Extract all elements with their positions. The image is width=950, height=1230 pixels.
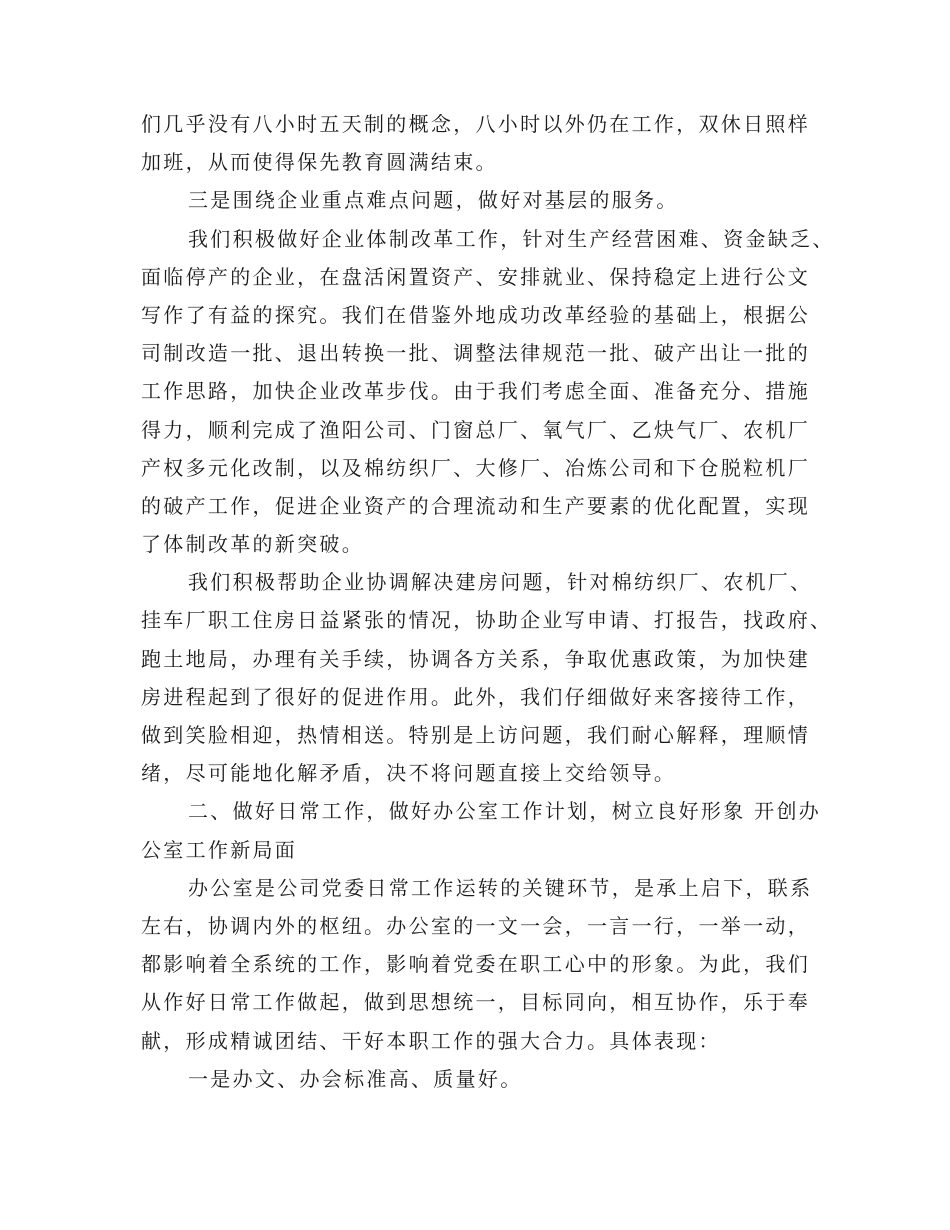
- section-heading: 二、做好日常工作，做好办公室工作计划，树立良好形象 开创办: [188, 799, 822, 824]
- text-line: 从作好日常工作做起，做到思想统一，目标同向，相互协作，乐于奉: [141, 990, 810, 1015]
- section-heading-continued: 公室工作新局面: [141, 837, 298, 862]
- text-line: 房进程起到了很好的促进作用。此外，我们仔细做好来客接待工作，: [141, 684, 810, 709]
- text-line: 了体制改革的新突破。: [141, 532, 364, 557]
- text-line: 献，形成精诚团结、干好本职工作的强大合力。具体表现：: [141, 1028, 721, 1053]
- text-line: 加班，从而使得保先教育圆满结束。: [141, 150, 498, 175]
- text-line: 工作思路，加快企业改革步伐。由于我们考虑全面、准备充分、措施: [141, 379, 810, 404]
- text-line: 挂车厂职工住房日益紧张的情况，协助企业写申请、打报告，找政府、: [141, 608, 833, 633]
- paragraph-start: 我们积极做好企业体制改革工作，针对生产经营困难、资金缺乏、: [188, 226, 835, 251]
- text-line: 们几乎没有八小时五天制的概念，八小时以外仍在工作，双休日照样: [141, 112, 810, 136]
- paragraph-start: 我们积极帮助企业协调解决建房问题，针对棉纺织厂、农机厂、: [188, 570, 813, 595]
- section-heading: 一是办文、办会标准高、质量好。: [188, 1066, 523, 1091]
- text-line: 产权多元化改制，以及棉纺织厂、大修厂、冶炼公司和下仓脱粒机厂: [141, 455, 810, 480]
- paragraph-start: 办公室是公司党委日常工作运转的关键环节，是承上启下，联系: [188, 875, 813, 900]
- text-line: 的破产工作，促进企业资产的合理流动和生产要素的优化配置，实现: [141, 493, 810, 518]
- text-line: 跑土地局，办理有关手续，协调各方关系，争取优惠政策，为加快建: [141, 646, 810, 671]
- section-heading: 三是围绕企业重点难点问题，做好对基层的服务。: [188, 188, 679, 213]
- document-body: [141, 105, 835, 1098]
- text-line: 左右，协调内外的枢纽。办公室的一文一会，一言一行，一举一动，: [141, 913, 810, 938]
- text-line: 写作了有益的探究。我们在借鉴外地成功改革经验的基础上，根据公: [141, 302, 810, 327]
- text-line: 得力，顺利完成了渔阳公司、门窗总厂、氧气厂、乙炔气厂、农机厂: [141, 417, 810, 442]
- text-line: 司制改造一批、退出转换一批、调整法律规范一批、破产出让一批的: [141, 341, 810, 366]
- text-line: 做到笑脸相迎，热情相送。特别是上访问题，我们耐心解释，理顺情: [141, 723, 810, 747]
- text-line: 都影响着全系统的工作，影响着党委在职工心中的形象。为此，我们: [141, 952, 810, 977]
- text-line: 绪，尽可能地化解矛盾，决不将问题直接上交给领导。: [141, 761, 677, 786]
- text-line: 面临停产的企业，在盘活闲置资产、安排就业、保持稳定上进行公文: [141, 264, 810, 289]
